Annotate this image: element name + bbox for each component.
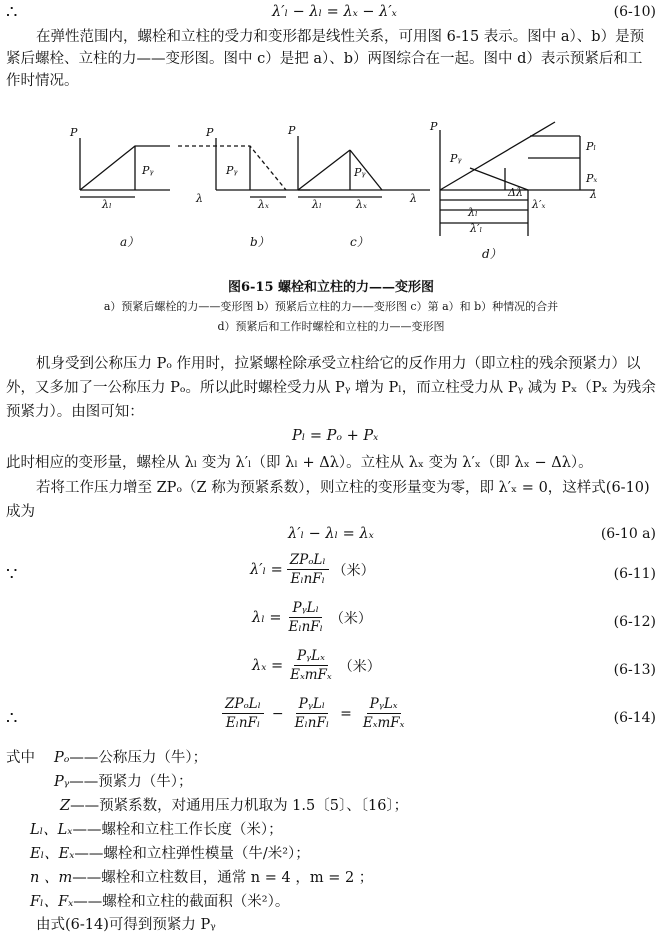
def-text: ——预紧系数，对通用压力机取为 1.5〔5〕、〔16〕； — [70, 798, 409, 814]
equation-number-6-13: (6-13) — [613, 662, 656, 678]
eq-6-11-numerator: ZPₒLₗ — [287, 552, 329, 570]
eq-6-14-fraction-1 — [222, 696, 264, 731]
eq-6-14-fraction-2 — [292, 696, 332, 731]
equation-6-14 — [222, 696, 407, 731]
def-sym: Pₒ — [54, 750, 70, 766]
def-text: ——公称压力（牛）； — [69, 750, 208, 766]
eq-6-12-denominator: EₗnFₗ — [288, 619, 323, 635]
equation-6-10a: λ′ₗ − λₗ = λₓ — [288, 526, 374, 542]
eq-6-14-num2: PᵧLₗ — [296, 696, 328, 714]
figure-caption-line1: a）预紧后螺栓的力——变形图 b）预紧后立柱的力——变形图 c）第 a）和 b）种情况的合并 — [103, 300, 559, 313]
eq-6-13-numerator: PᵧLₓ — [294, 648, 328, 666]
eq-6-14-equals: = — [340, 705, 352, 722]
figure-caption-line2: d）预紧后和工作时螺栓和立柱的力——变形图 — [217, 320, 445, 333]
axis-p-a: P — [70, 126, 78, 139]
eq-6-13-lhs: λₓ = — [252, 657, 284, 674]
paragraph-2: 机身受到公称压力 Pₒ 作用时，拉紧螺栓除承受立柱给它的反作用力（即立柱的残余预紧力）以外，又多加了一公称压力 Pₒ。所以此时螺栓受力从 Pᵧ 增为 Pₗ，而立柱受力从 Pᵧ 减为 Pₓ（Pₓ 为残余预紧力）。由图可知： — [6, 356, 656, 420]
eq-6-11-fraction — [287, 552, 329, 587]
eq-6-14-den1: EₗnFₗ — [225, 715, 261, 731]
def-sym: Z — [60, 798, 71, 814]
def-text: ——预紧力（牛）； — [69, 774, 193, 790]
eq-6-14-fraction-3 — [360, 696, 408, 731]
equation-number-6-12: (6-12) — [613, 614, 656, 630]
eq-6-12-unit: （米） — [329, 610, 372, 627]
axis-p-b: P — [206, 126, 214, 139]
eq-6-14-minus: − — [271, 705, 284, 722]
equation-6-12 — [252, 600, 372, 635]
force-deformation-figure — [50, 118, 610, 273]
label-delta-lambda-d: Δλ — [508, 186, 523, 199]
panel-label-c: c） — [350, 235, 369, 249]
eq-6-12-lhs: λₗ = — [252, 609, 282, 626]
def-text: ——螺栓和立柱工作长度（米）； — [72, 822, 283, 838]
eq-6-12-numerator: PᵧLₗ — [289, 600, 321, 618]
equation-number-6-10: (6-10) — [613, 4, 656, 20]
eq-6-13-unit: （米） — [338, 658, 381, 675]
label-lambda-l-d: λₗ — [468, 206, 478, 219]
eq-6-12-fraction — [285, 600, 325, 635]
axis-p-d: P — [430, 120, 438, 133]
def-sym: Eₗ、Eₓ — [30, 846, 75, 862]
label-py-a: Pᵧ — [142, 164, 154, 177]
panel-label-b: b） — [250, 235, 270, 249]
def-sym: Pᵧ — [54, 774, 70, 790]
intro-paragraph: 在弹性范围内，螺栓和立柱的受力和变形都是线性关系，可用图 6-15 表示。图中 a）、b）是预紧后螺栓、立柱的力——变形图。图中 c）是把 a）、b）两图综合在一起。图中 d）表示预紧后和工作时情况。 — [6, 29, 645, 89]
label-lambda-l-prime-d: λ′ₗ — [470, 222, 483, 235]
equation-6-11 — [250, 552, 375, 587]
eq-6-14-num3: PᵧLₓ — [367, 696, 401, 714]
definition-item — [30, 842, 310, 863]
eq-6-14-den2: EₗnFₗ — [294, 715, 330, 731]
def-sym: Fₗ、Fₓ — [30, 894, 74, 910]
definition-item — [30, 866, 373, 887]
definition-item — [60, 794, 408, 815]
axis-p-c: P — [288, 124, 296, 137]
figure-caption-title: 图6-15 螺栓和立柱的力——变形图 — [227, 280, 435, 295]
equation-number-6-10a: (6-10 a) — [600, 526, 656, 542]
eq-6-11-unit: （米） — [332, 562, 375, 579]
panel-label-d: d） — [482, 247, 502, 261]
label-lambda-l-a: λₗ — [102, 198, 112, 211]
eq-6-13-denominator: EₓmFₓ — [290, 667, 332, 683]
label-py-d: Pᵧ — [450, 152, 462, 165]
def-text: ——螺栓和立柱弹性模量（牛/米²）； — [74, 846, 310, 862]
axis-lambda-b: λ — [196, 192, 203, 205]
definition-item — [30, 818, 283, 839]
eq-6-14-den3: EₓmFₓ — [362, 715, 405, 731]
definition-item — [30, 890, 289, 911]
definition-item — [54, 746, 207, 767]
def-text: ——螺栓和立柱的截面积（米²）。 — [73, 894, 290, 910]
def-sym: Lₗ、Lₓ — [30, 822, 73, 838]
axis-lambda-c: λ — [410, 192, 417, 205]
equation-number-6-14: (6-14) — [613, 710, 656, 726]
definitions-prefix: 式中 — [6, 750, 35, 766]
label-py-c: Pᵧ — [354, 166, 366, 179]
because-symbol: ∵ — [6, 564, 19, 585]
paragraph-4: 若将工作压力增至 ZPₒ（Z 称为预紧系数），则立柱的变形量变为零，即 λ′ₓ = 0，这样式(6-10)成为 — [6, 480, 650, 520]
eq-6-11-denominator: EₗnFₗ — [290, 571, 325, 587]
equation-6-13 — [252, 648, 381, 683]
def-sym: n 、m — [30, 870, 73, 886]
label-px-d: Pₓ — [586, 172, 598, 185]
eq-6-13-fraction — [287, 648, 335, 683]
panel-label-a: a） — [120, 235, 140, 249]
label-lambda-x-b: λₓ — [258, 198, 269, 211]
equation-number-6-11: (6-11) — [613, 566, 656, 582]
label-lambda-l-c: λₗ — [312, 198, 322, 211]
eq-6-11-lhs: λ′ₗ = — [250, 561, 283, 578]
label-lambda-x-c: λₓ — [356, 198, 367, 211]
label-py-b: Pᵧ — [226, 164, 238, 177]
eq-6-14-num1: ZPₒLₗ — [222, 696, 264, 714]
equation-6-10: λ′ₗ − λₗ = λₓ − λ′ₓ — [272, 4, 397, 20]
last-line: 由式(6-14)可得到预紧力 Pᵧ — [36, 917, 216, 933]
equation-pl: Pₗ = Pₒ + Pₓ — [292, 428, 379, 444]
axis-lambda-d: λ — [590, 188, 597, 201]
def-text: ——螺栓和立柱数目，通常 n = 4 ，m = 2 ； — [72, 870, 374, 886]
label-lambda-x-prime-d: λ′ₓ — [532, 198, 546, 211]
therefore-symbol: ∴ — [6, 2, 19, 23]
paragraph-3: 此时相应的变形量，螺栓从 λₗ 变为 λ′ₗ（即 λₗ + Δλ）。立柱从 λₓ 变为 λ′ₓ（即 λₓ − Δλ）。 — [6, 455, 593, 471]
therefore-symbol-2: ∴ — [6, 708, 19, 729]
definition-item — [54, 770, 192, 791]
label-pl-d: Pₗ — [586, 140, 597, 153]
